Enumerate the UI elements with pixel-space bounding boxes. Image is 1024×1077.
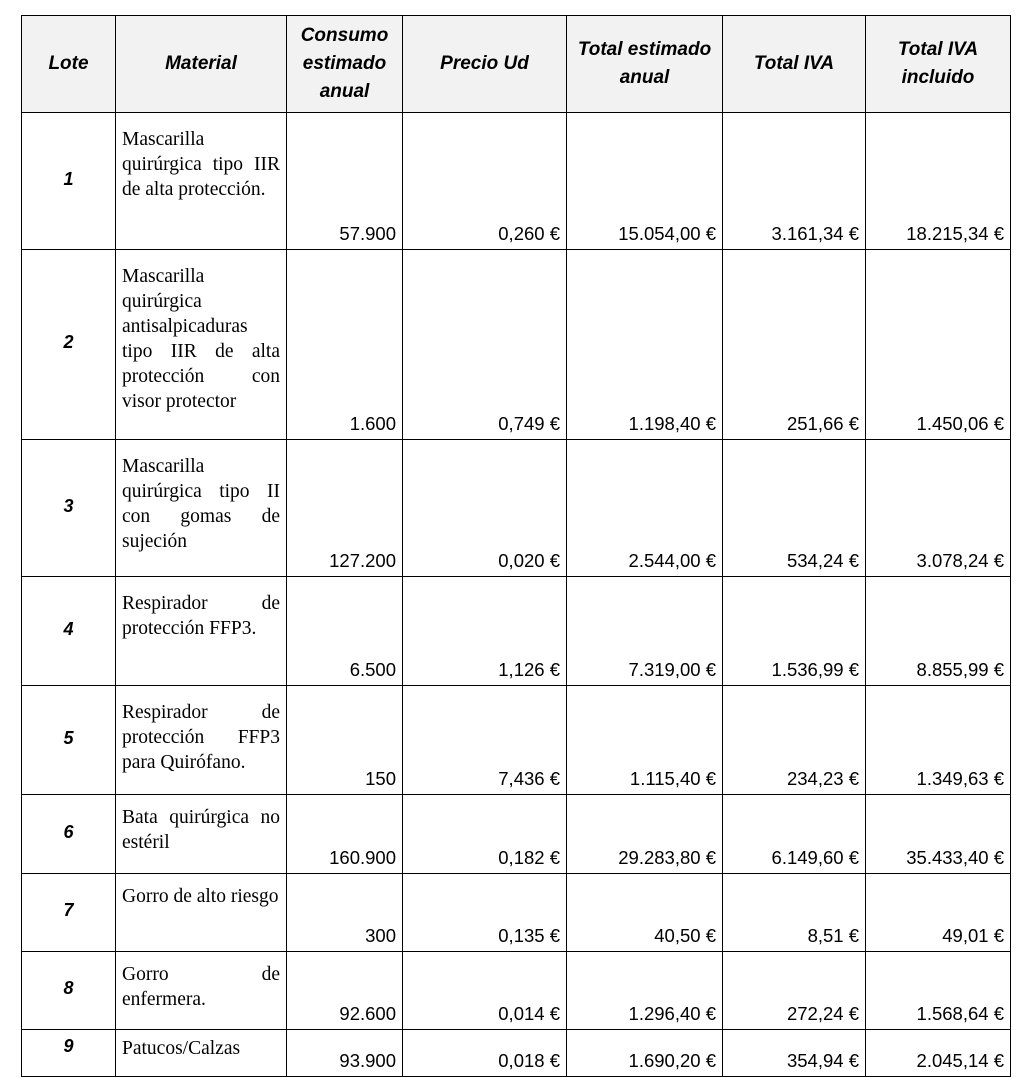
iva-cell: 251,66 € <box>723 250 866 440</box>
lote-cell: 6 <box>22 795 116 874</box>
table-row <box>22 113 1011 250</box>
total-cell: 1.198,40 € <box>567 250 723 440</box>
lote-cell: 5 <box>22 686 116 795</box>
lote-cell: 1 <box>22 113 116 250</box>
lote-cell: 4 <box>22 577 116 686</box>
precio-cell: 0,018 € <box>403 1030 567 1077</box>
precio-cell: 0,182 € <box>403 795 567 874</box>
consumo-cell: 300 <box>287 874 403 952</box>
lote-cell: 2 <box>22 250 116 440</box>
material-cell: Respirador de protección FFP3. <box>116 577 287 686</box>
material-cell: Gorro de alto riesgo <box>116 874 287 952</box>
table-row <box>22 250 1011 440</box>
total-cell: 7.319,00 € <box>567 577 723 686</box>
iva-cell: 354,94 € <box>723 1030 866 1077</box>
header-material: Material <box>116 16 287 113</box>
material-cell: Respirador de protección FFP3 para Quirófano. <box>116 686 287 795</box>
precio-cell: 0,260 € <box>403 113 567 250</box>
table-row <box>22 874 1011 952</box>
total-iva-cell: 1.349,63 € <box>866 686 1011 795</box>
table-row <box>22 440 1011 577</box>
material-cell: Mascarilla quirúrgica tipo IIR de alta protección. <box>116 113 287 250</box>
iva-cell: 6.149,60 € <box>723 795 866 874</box>
lotes-table <box>21 15 1011 1077</box>
iva-cell: 8,51 € <box>723 874 866 952</box>
total-cell: 1.296,40 € <box>567 952 723 1030</box>
lote-cell: 3 <box>22 440 116 577</box>
total-cell: 40,50 € <box>567 874 723 952</box>
total-iva-cell: 8.855,99 € <box>866 577 1011 686</box>
total-iva-cell: 1.450,06 € <box>866 250 1011 440</box>
total-iva-cell: 1.568,64 € <box>866 952 1011 1030</box>
consumo-cell: 1.600 <box>287 250 403 440</box>
consumo-cell: 127.200 <box>287 440 403 577</box>
total-cell: 2.544,00 € <box>567 440 723 577</box>
total-iva-cell: 35.433,40 € <box>866 795 1011 874</box>
iva-cell: 234,23 € <box>723 686 866 795</box>
lote-cell: 7 <box>22 874 116 952</box>
consumo-cell: 6.500 <box>287 577 403 686</box>
header-total: Total estimado anual <box>567 16 723 113</box>
total-cell: 1.690,20 € <box>567 1030 723 1077</box>
header-precio: Precio Ud <box>403 16 567 113</box>
iva-cell: 1.536,99 € <box>723 577 866 686</box>
material-cell: Mascarilla quirúrgica antisalpicaduras tipo IIR de alta protección con visor protector <box>116 250 287 440</box>
consumo-cell: 160.900 <box>287 795 403 874</box>
material-cell: Bata quirúrgica no estéril <box>116 795 287 874</box>
precio-cell: 7,436 € <box>403 686 567 795</box>
consumo-cell: 57.900 <box>287 113 403 250</box>
precio-cell: 1,126 € <box>403 577 567 686</box>
header-total-iva: Total IVA incluido <box>866 16 1011 113</box>
consumo-cell: 92.600 <box>287 952 403 1030</box>
iva-cell: 3.161,34 € <box>723 113 866 250</box>
consumo-cell: 150 <box>287 686 403 795</box>
total-iva-cell: 18.215,34 € <box>866 113 1011 250</box>
total-cell: 29.283,80 € <box>567 795 723 874</box>
table-row <box>22 952 1011 1030</box>
total-iva-cell: 49,01 € <box>866 874 1011 952</box>
lote-cell: 9 <box>22 1030 116 1077</box>
lote-cell: 8 <box>22 952 116 1030</box>
material-cell: Patucos/Calzas <box>116 1030 287 1077</box>
total-iva-cell: 2.045,14 € <box>866 1030 1011 1077</box>
table-row <box>22 795 1011 874</box>
table-row <box>22 1030 1011 1077</box>
precio-cell: 0,020 € <box>403 440 567 577</box>
header-consumo: Consumo estimado anual <box>287 16 403 113</box>
total-cell: 15.054,00 € <box>567 113 723 250</box>
iva-cell: 534,24 € <box>723 440 866 577</box>
total-iva-cell: 3.078,24 € <box>866 440 1011 577</box>
header-lote: Lote <box>22 16 116 113</box>
consumo-cell: 93.900 <box>287 1030 403 1077</box>
precio-cell: 0,135 € <box>403 874 567 952</box>
table-row <box>22 686 1011 795</box>
material-cell: Gorro de enfermera. <box>116 952 287 1030</box>
table-row <box>22 577 1011 686</box>
iva-cell: 272,24 € <box>723 952 866 1030</box>
precio-cell: 0,014 € <box>403 952 567 1030</box>
precio-cell: 0,749 € <box>403 250 567 440</box>
header-row <box>22 16 1011 113</box>
material-cell: Mascarilla quirúrgica tipo II con gomas de sujeción <box>116 440 287 577</box>
total-cell: 1.115,40 € <box>567 686 723 795</box>
header-iva: Total IVA <box>723 16 866 113</box>
